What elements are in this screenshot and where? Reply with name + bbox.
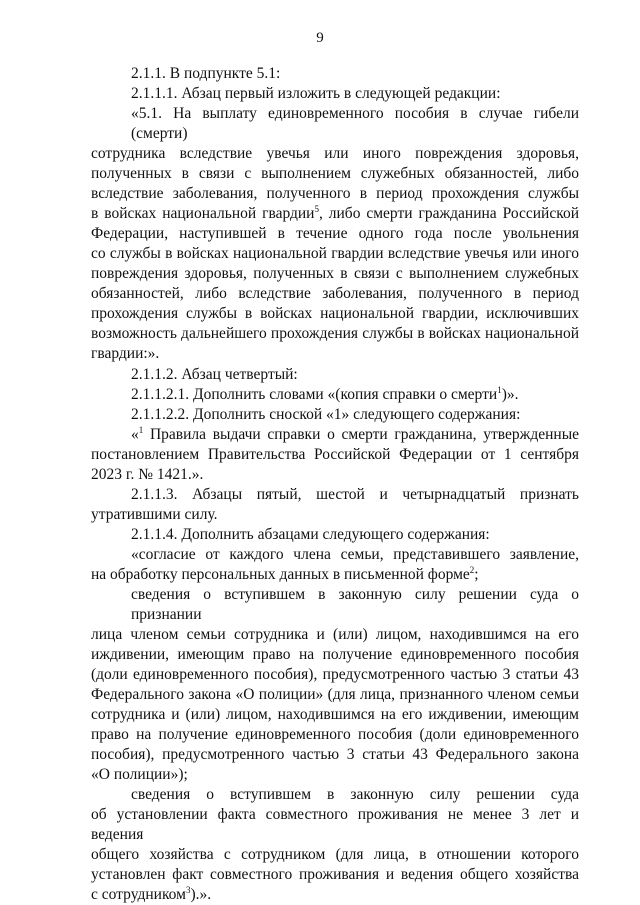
footnote-1-text: [91, 425, 579, 485]
text-line: со службы в войсках национальной гвардии вследствие увечья или иного: [91, 245, 579, 262]
text-line: гвардии:».: [91, 345, 160, 362]
text-line: обязанностей, либо вследствие заболевания, полученного в период: [91, 285, 579, 302]
text-line: на обработку персональных данных в письменной форме$^2$;: [91, 565, 479, 583]
court-decision-paragraph-1: [91, 585, 579, 785]
text-line: повреждения здоровья, полученных в связи с выполнением служебных: [91, 265, 579, 282]
text-line: «согласие от каждого члена семьи, представившего заявление,: [131, 546, 579, 563]
footnote-mark: 3: [185, 885, 191, 895]
item-2-1-1-2-1: 2.1.1.2.1. Дополнить словами «(копия справки о смерти$^1$)».: [131, 385, 519, 403]
item-2-1-1-2-2: 2.1.1.2.2. Дополнить сноской «1» следующего содержания:: [131, 406, 521, 423]
text-line: постановлением Правительства Российской Федерации от 1 сентября: [91, 446, 579, 463]
text-line: вследствие заболевания, полученного в период прохождения службы: [91, 185, 579, 202]
heading-subclause-5-1: 2.1.1. В подпункте 5.1:: [131, 65, 281, 82]
heading-paragraph-one: 2.1.1.1. Абзац первый изложить в следующей редакции:: [131, 85, 501, 102]
text-line: (доли единовременного пособия), предусмотренного частью 3 статьи 43: [91, 666, 579, 683]
paragraph-5-1: [91, 104, 579, 364]
footnote-mark: 2: [469, 565, 475, 575]
text-line: «О полиции»);: [91, 766, 188, 783]
document-body: [91, 64, 579, 905]
text-line: утратившими силу.: [91, 506, 218, 523]
footnote-mark: 5: [314, 204, 319, 214]
court-decision-paragraph-2: [91, 785, 579, 905]
text-line: сотрудника вследствие увечья или иного повреждения здоровья,: [91, 145, 579, 162]
text-line: сведения о вступившем в законную силу решении суда о признании: [131, 586, 579, 623]
text-line: 2023 г. № 1421.».: [91, 466, 204, 483]
text-line: лица членом семьи сотрудника и (или) лицом, находившимся на его: [91, 626, 579, 643]
text-line: иждивении, имеющим право на получение единовременного пособия: [91, 646, 579, 663]
text-line: «$^1$ Правила выдачи справки о смерти гражданина, утвержденные: [131, 425, 579, 443]
text-line: Федерального закона «О полиции» (для лица, признанного членом семьи: [91, 686, 579, 703]
text-line: с сотрудником$^3$).».: [91, 885, 212, 903]
page-number: 9: [316, 30, 324, 46]
text-line: в войсках национальной гвардии$^5$, либо смерти гражданина Российской: [91, 204, 579, 222]
item-2-1-1-3: [91, 485, 579, 525]
text-line: полученных в связи с выполнением служебных обязанностей, либо: [91, 165, 579, 182]
text-line: сотрудника и (или) лицом, находившимся на его иждивении, имеющим: [91, 706, 579, 723]
footnote-mark: 1: [138, 425, 144, 435]
item-2-1-1-4: 2.1.1.4. Дополнить абзацами следующего содержания:: [131, 526, 490, 543]
text-line: Федерации, наступившей в течение одного года после увольнения: [91, 225, 579, 242]
text-line: прохождения службы в войсках национальной гвардии, исключивших: [91, 305, 579, 322]
text-line: возможность дальнейшего прохождения службы в войсках национальной: [91, 325, 579, 342]
consent-paragraph: [91, 545, 579, 585]
footnote-mark: 1: [497, 385, 502, 395]
text-line: право на получение единовременного пособия (доли единовременного: [91, 726, 579, 743]
text-line: сведения о вступившем в законную силу решении суда: [131, 786, 579, 803]
text-line: 2.1.1.3. Абзацы пятый, шестой и четырнадцатый признать: [131, 486, 579, 503]
item-2-1-1-2: 2.1.1.2. Абзац четвертый:: [131, 366, 298, 383]
text-line: общего хозяйства с сотрудником (для лица, в отношении которого: [91, 846, 579, 863]
text-line: установлен факт совместного проживания и ведения общего хозяйства: [91, 866, 579, 883]
text-line: об установлении факта совместного проживания не менее 3 лет и ведения: [91, 806, 579, 843]
text-line: «5.1. На выплату единовременного пособия в случае гибели (смерти): [131, 105, 579, 142]
text-line: пособия), предусмотренного частью 3 статьи 43 Федерального закона: [91, 746, 579, 763]
